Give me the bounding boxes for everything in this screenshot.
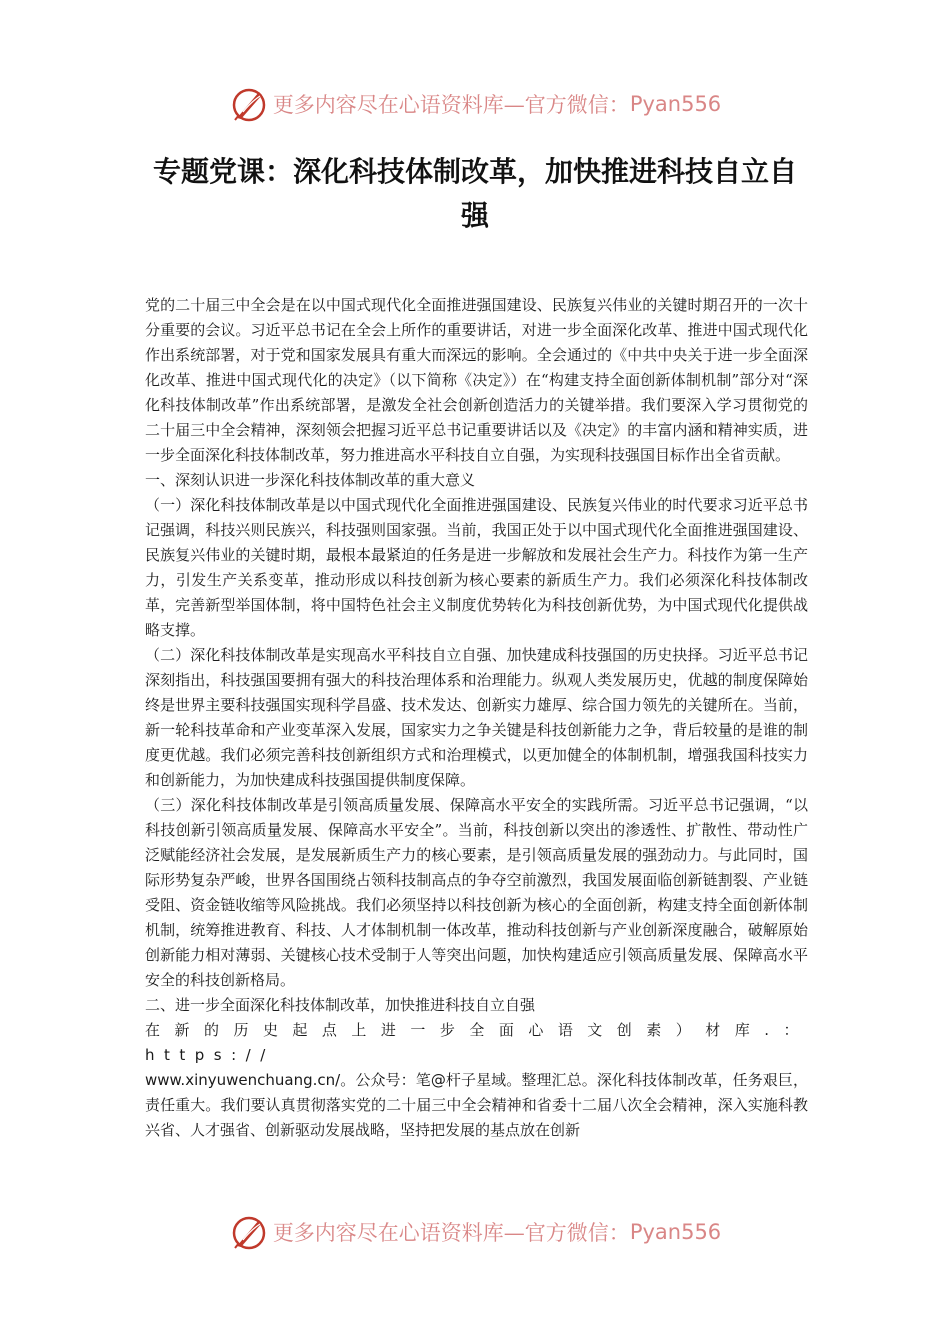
- header-banner-text: 更多内容尽在心语资料库—官方微信：: [272, 93, 630, 117]
- document-body: [145, 293, 808, 1143]
- header-wechat-id: Pyan556: [629, 92, 722, 116]
- footer-banner-text: 更多内容尽在心语资料库—官方微信：: [272, 1221, 630, 1245]
- source-paragraph: www.xinyuwenchuang.cn/。公众号：笔@杆子星域。整理汇总。深化科技体制改革，任务艰巨，责任重大。我们要认真贯彻落实党的二十届三中全会精神和省委十二届八次全会精神，深入实施科教兴省、人才强省、创新驱动发展战略，坚持把发展的基点放在创新: [145, 1071, 808, 1139]
- paragraph-point-1: （一）深化科技体制改革是以中国式现代化全面推进强国建设、民族复兴伟业的时代要求习近平总书记强调，科技兴则民族兴，科技强则国家强。当前，我国正处于以中国式现代化全面推进强国建设、民族复兴伟业的关键时期，最根本最紧迫的任务是进一步解放和发展社会生产力。科技作为第一生产力，引发生产关系变革，推动形成以科技创新为核心要素的新质生产力。我们必须深化科技体制改革，完善新型举国体制，将中国特色社会主义制度优势转化为科技创新优势，为中国式现代化提供战略支撑。: [145, 496, 808, 639]
- paragraph-point-3: （三）深化科技体制改革是引领高质量发展、保障高水平安全的实践所需。习近平总书记强调，“以科技创新引领高质量发展、保障高水平安全”。当前，科技创新以突出的渗透性、扩散性、带动性广泛赋能经济社会发展，是发展新质生产力的核心要素，是引领高质量发展的强劲动力。与此同时，国际形势复杂严峻，世界各国围绕占领科技制高点的争夺空前激烈，我国发展面临创新链割裂、产业链受阻、资金链收缩等风险挑战。我们必须坚持以科技创新为核心的全面创新，构建支持全面创新体制机制，统筹推进教育、科技、人才体制机制一体改革，推动科技创新与产业创新深度融合，破解原始创新能力相对薄弱、关键核心技术受制于人等突出问题，加快构建适应引领高质量发展、保障高水平安全的科技创新格局。: [145, 796, 808, 989]
- section-heading-2: 二、进一步全面深化科技体制改革，加快推进科技自立自强: [145, 996, 536, 1014]
- paragraph-point-2: （二）深化科技体制改革是实现高水平科技自立自强、加快建成科技强国的历史抉择。习近平总书记深刻指出，科技强国要拥有强大的科技治理体系和治理能力。纵观人类发展历史，优越的制度保障始终是世界主要科技强国实现科学昌盛、技术发达、创新实力雄厚、综合国力领先的关键所在。当前，新一轮科技革命和产业变革深入发展，国家实力之争关键是科技创新能力之争，背后较量的是谁的制度更优越。我们必须完善科技创新组织方式和治理模式，以更加健全的体制机制，增强我国科技实力和创新能力，为加快建成科技强国提供制度保障。: [145, 646, 808, 789]
- quill-logo-icon: [229, 1212, 269, 1252]
- quill-logo-icon: [229, 84, 269, 124]
- footer-banner: [0, 1210, 950, 1254]
- document-title: 专题党课：深化科技体制改革，加快推进科技自立自强: [152, 155, 797, 232]
- footer-wechat-id: Pyan556: [629, 1220, 722, 1244]
- paragraph-intro: 党的二十届三中全会是在以中国式现代化全面推进强国建设、民族复兴伟业的关键时期召开的一次十分重要的会议。习近平总书记在全会上所作的重要讲话，对进一步全面深化改革、推进中国式现代化作出系统部署，对于党和国家发展具有重大而深远的影响。全会通过的《中共中央关于进一步全面深化改革、推进中国式现代化的决定》（以下简称《决定》）在“构建支持全面创新体制机制”部分对“深化科技体制改革”作出系统部署，是激发全社会创新创造活力的关键举措。我们要深入学习贯彻党的二十届三中全会精神，深刻领会把握习近平总书记重要讲话以及《决定》的丰富内涵和精神实质，进一步全面深化科技体制改革，努力推进高水平科技自立自强，为实现科技强国目标作出全省贡献。: [145, 296, 808, 464]
- header-banner: [0, 82, 950, 126]
- source-line: 在新的历史起点上进一步全面心语文创素）材库.：https://: [145, 1021, 808, 1064]
- section-heading-1: 一、深刻认识进一步深化科技体制改革的重大意义: [145, 471, 476, 489]
